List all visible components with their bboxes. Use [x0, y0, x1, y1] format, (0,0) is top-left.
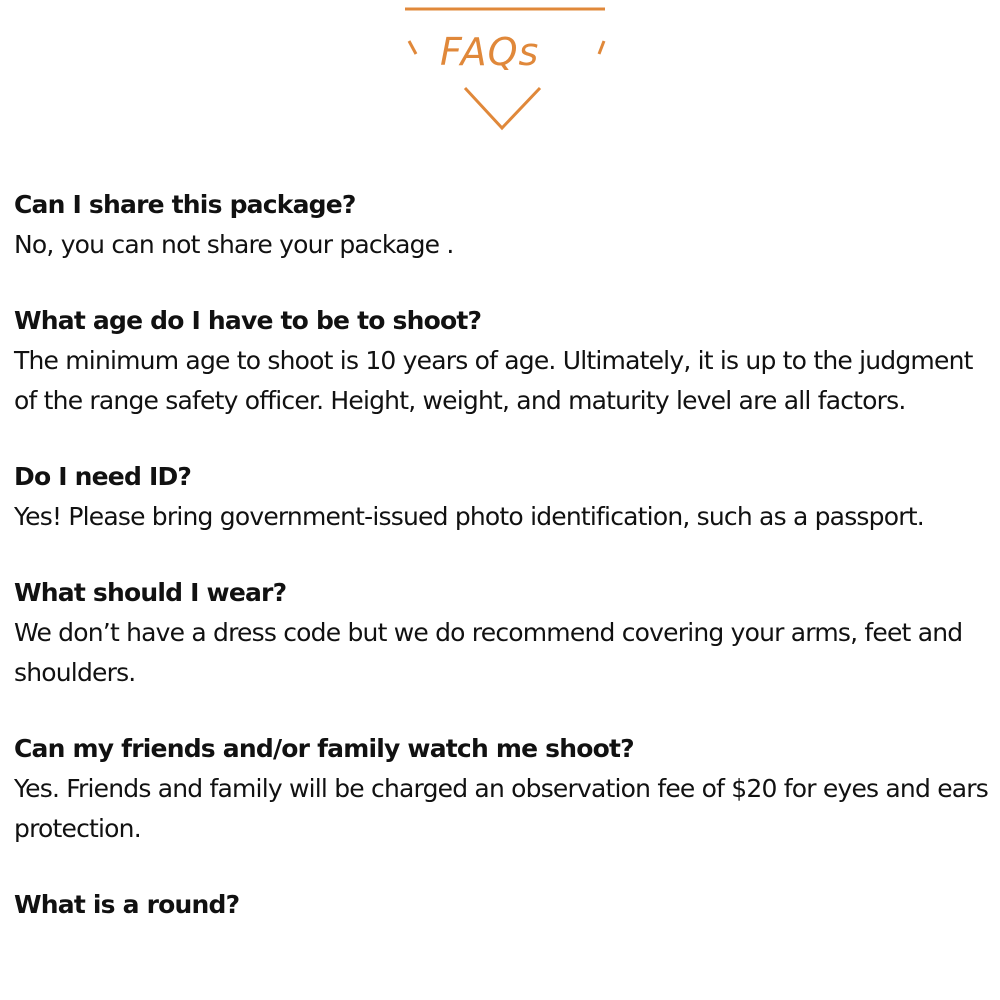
faq-answer: No, you can not share your package . [14, 230, 454, 259]
faq-answer: We don’t have a dress code but we do recommend covering your arms, feet and shoulders. [14, 618, 963, 687]
faq-question: What should I wear? [14, 578, 287, 607]
faq-item [14, 185, 989, 265]
faq-question: Do I need ID? [14, 462, 192, 491]
faq-item [14, 729, 989, 849]
faq-item [14, 885, 989, 925]
faq-item [14, 573, 989, 693]
faq-list [14, 185, 989, 961]
faq-answer: Yes. Friends and family will be charged an observation fee of $20 for eyes and ears protection. [14, 774, 988, 843]
chevron-down-icon [465, 88, 540, 128]
faq-item [14, 301, 989, 421]
faq-answer: The minimum age to shoot is 10 years of age. Ultimately, it is up to the judgment of the range safety officer. Height, weight, and maturity level are all factors. [14, 346, 973, 415]
faq-question: Can I share this package? [14, 190, 356, 219]
faq-question: Can my friends and/or family watch me shoot? [14, 734, 634, 763]
faq-question: What is a round? [14, 890, 240, 919]
faq-question: What age do I have to be to shoot? [14, 306, 482, 335]
faq-item [14, 457, 989, 537]
faq-header [0, 0, 1000, 140]
header-left-tick [409, 41, 416, 54]
faq-answer: Yes! Please bring government-issued photo identification, such as a passport. [14, 502, 924, 531]
header-right-tick [599, 41, 604, 54]
page-title: FAQs [440, 30, 540, 74]
